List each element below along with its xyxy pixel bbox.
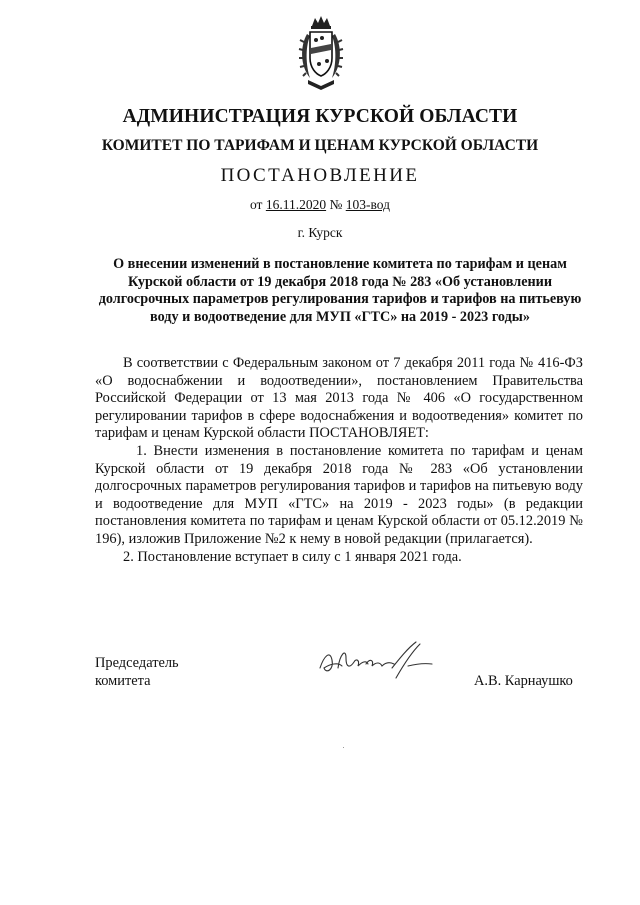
number-prefix: № bbox=[329, 197, 343, 212]
document-number: 103-вод bbox=[345, 197, 390, 212]
signer-position-line2: комитета bbox=[95, 672, 151, 689]
document-type: ПОСТАНОВЛЕНИЕ bbox=[220, 165, 420, 186]
item-2-paragraph: 2. Постановление вступает в силу с 1 января 2021 года. bbox=[123, 548, 462, 565]
organization-title: АДМИНИСТРАЦИЯ КУРСКОЙ ОБЛАСТИ bbox=[122, 106, 518, 127]
document-date: 16.11.2020 bbox=[265, 197, 327, 212]
date-prefix: от bbox=[249, 197, 263, 212]
item-1-paragraph: 1. Внести изменения в постановление комитета по тарифам и ценам Курской области от 19 декабря 2018 года № 283 «Об установлении долгосрочных параметров регулирования тарифов и тарифов на питьевую воду и водоотведение для МУП «ГТС» на 2019 - 2023 годы» (в редакции постановления комитета по тарифам и ценам Курской области от 05.12.2019 № 196), изложив Приложение №2 к нему в новой редакции (прилагается). bbox=[95, 442, 583, 547]
scan-speck bbox=[343, 747, 344, 748]
signer-position bbox=[95, 655, 179, 690]
signer-position-line1: Председатель bbox=[95, 655, 179, 671]
date-number-line bbox=[0, 197, 640, 213]
city: г. Курск bbox=[297, 225, 343, 240]
document-body bbox=[95, 355, 583, 566]
preamble-paragraph: В соответствии с Федеральным законом от 7 декабря 2011 года № 416-ФЗ «О водоснабжении и водоотведении», постановлением Правительства Российской Федерации от 13 мая 2013 года № 406 «О государственном регулировании тарифов в сфере водоснабжения и водоотведения» комитет по тарифам и ценам Курской области ПОСТАНОВЛЯЕТ: bbox=[95, 355, 583, 442]
document-title: О внесении изменений в постановление комитета по тарифам и ценам Курской области от 19 декабря 2018 года № 283 «Об установлении долгосрочных параметров регулирования тарифов и тарифов на питьевую воду и водоотведение для МУП «ГТС» на 2019 - 2023 годы» bbox=[98, 256, 582, 325]
coat-of-arms-icon bbox=[298, 14, 344, 92]
signer-name: А.В. Карнаушко bbox=[474, 673, 573, 689]
committee-title: КОМИТЕТ ПО ТАРИФАМ И ЦЕНАМ КУРСКОЙ ОБЛАСТИ bbox=[101, 137, 539, 154]
handwritten-signature-icon bbox=[316, 638, 434, 684]
